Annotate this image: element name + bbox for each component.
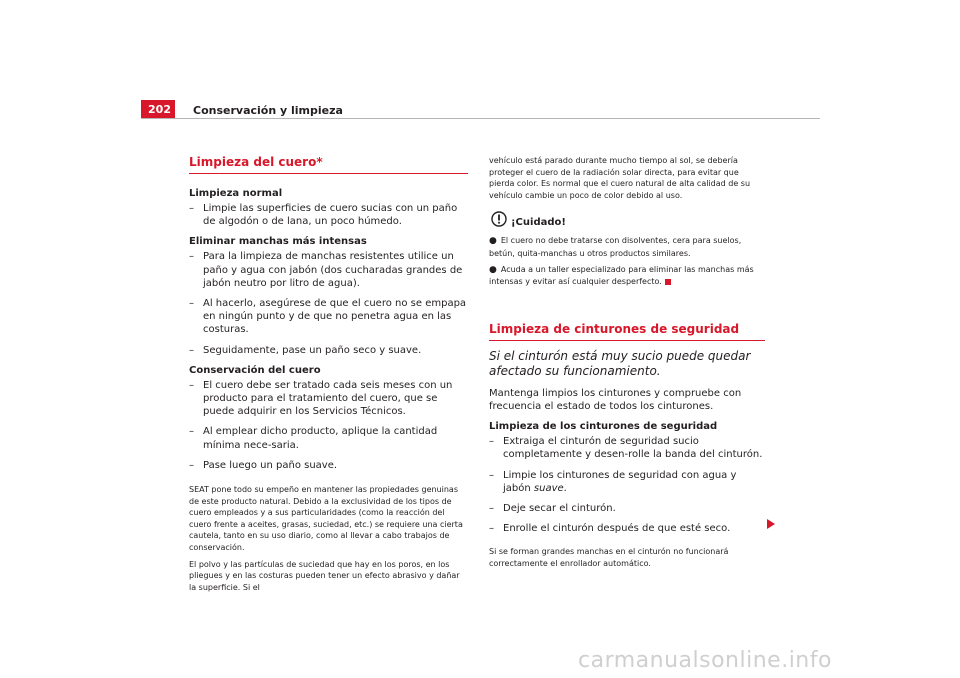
caution-label: ¡Cuidado! [511, 217, 566, 229]
continuation-paragraph: vehículo está parado durante mucho tiempo al sol, se debería proteger el cuero de la radiación solar directa, para evitar que pierda color. Es normal que el cuero natural de alta calidad de su vehículo cambie un poco de color debido al uso. [489, 156, 751, 200]
note-paragraph: SEAT pone todo su empeño en mantener las propiedades genuinas de este producto natural. Debido a la exclusividad de los tipos de cuero empleados y a sus particularidades (como la reacción del cuero frente a aceites, grasas, suciedad, etc.) se requiere una cierta cautela, tanto en su uso diario, como al llevar a cabo trabajos de conservación. [189, 485, 463, 553]
continue-arrow-icon [767, 519, 775, 529]
intro-paragraph: Mantenga limpios los cinturones y compruebe con frecuencia el estado de todos los cinturones. [489, 387, 742, 412]
list-item: – Seguidamente, pase un paño seco y suave. [189, 344, 422, 356]
list-item: – Limpie las superficies de cuero sucias con un paño de algodón o de lana, un poco húmedo. [189, 203, 458, 228]
caution-item: ● El cuero no debe tratarse con disolventes, cera para suelos, betún, quita-manchas u otros productos similares. [489, 236, 742, 258]
section-title-leather: Limpieza del cuero* [189, 155, 468, 174]
heading-belt-cleaning: Limpieza de los cinturones de seguridad [489, 421, 718, 433]
caution-item: ● Acuda a un taller especializado para eliminar las manchas más intensas y evitar así cualquier desperfecto. [489, 264, 754, 287]
list-item: – Extraiga el cinturón de seguridad sucio completamente y desen-rolle la banda del cinturón. [489, 436, 763, 461]
warning-icon [491, 211, 507, 227]
heading-stains: Eliminar manchas más intensas [189, 236, 367, 248]
note-paragraph: El polvo y las partículas de suciedad que hay en los poros, en los pliegues y en las costuras pueden tener un efecto abrasivo y dañar la superficie. Si el [189, 559, 460, 592]
end-marker-icon [665, 279, 671, 285]
section-title-belts: Limpieza de cinturones de seguridad [489, 322, 765, 341]
list-item: – Pase luego un paño suave. [189, 459, 338, 471]
heading-normal-cleaning: Limpieza normal [189, 188, 283, 199]
list-item: – Para la limpieza de manchas resistentes utilice un paño y agua con jabón (dos cucharadas grandes de jabón neutro por litro de agua). [189, 251, 463, 289]
list-item: – Enrolle el cinturón después de que esté seco. [489, 523, 731, 535]
list-item: – Deje secar el cinturón. [489, 502, 616, 514]
caution-header [489, 211, 765, 233]
list-item: – Al hacerlo, asegúrese de que el cuero no se empapa en ningún punto y de que no penetra agua en las costuras. [189, 298, 467, 336]
list-item: – Al emplear dicho producto, aplique la cantidad mínima nece-saria. [189, 426, 438, 451]
chapter-title: Conservación y limpieza [193, 104, 343, 117]
right-column [489, 155, 765, 575]
list-item: – Limpie los cinturones de seguridad con agua y jabón suave. [489, 469, 737, 494]
note-paragraph: Si se forman grandes manchas en el cinturón no funcionará correctamente el enrollador automático. [489, 547, 729, 568]
watermark: carmanualsonline.info [578, 648, 832, 673]
left-column [189, 155, 468, 598]
header-divider [141, 118, 820, 119]
heading-conservation: Conservación del cuero [189, 364, 321, 376]
page-number: 202 [141, 100, 175, 119]
page-header [141, 100, 820, 120]
section-lead: Si el cinturón está muy sucio puede quedar afectado su funcionamiento. [489, 348, 751, 378]
list-item: – El cuero debe ser tratado cada seis meses con un producto para el tratamiento del cuero, que se puede adquirir en los Servicios Técnicos. [189, 379, 453, 418]
